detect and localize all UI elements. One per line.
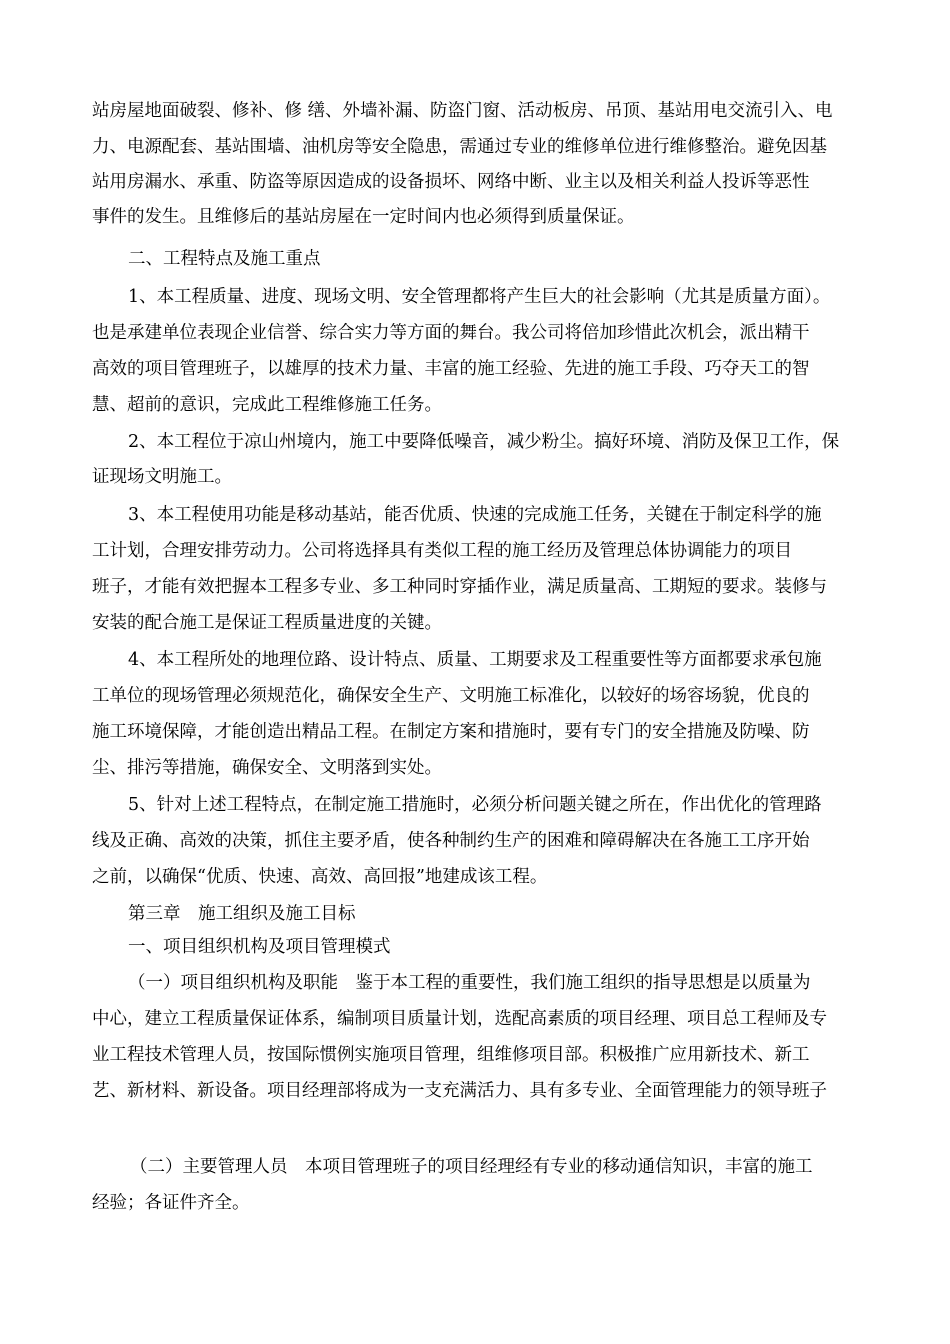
text-line: 工单位的现场管理必须规范化，确保安全生产、文明施工标准化，以较好的场容场貌，优良的 bbox=[92, 686, 810, 706]
text-line: 施工环境保障，才能创造出精品工程。在制定方案和措施时，要有专门的安全措施及防噪、防 bbox=[92, 722, 810, 742]
text-line: 2、本工程位于凉山州境内，施工中要降低噪音，减少粉尘。搞好环境、消防及保卫工作，保 bbox=[128, 432, 840, 452]
text-line: 3、本工程使用功能是移动基站，能否优质、快速的完成施工任务，关键在于制定科学的施 bbox=[128, 505, 822, 525]
section-heading: 一、项目组织机构及项目管理模式 bbox=[128, 937, 391, 957]
text-line: 之前，以确保“优质、快速、高效、高回报”地建成该工程。 bbox=[92, 867, 548, 887]
text-line: 业工程技术管理人员，按国际惯例实施项目管理，组维修项目部。积极推广应用新技术、新工 bbox=[92, 1045, 810, 1065]
text-line: 力、电源配套、基站围墙、油机房等安全隐患，需通过专业的维修单位进行维修整治。避免因基 bbox=[92, 137, 827, 157]
text-line: 证现场文明施工。 bbox=[92, 467, 232, 487]
text-line: 安装的配合施工是保证工程质量进度的关键。 bbox=[92, 613, 442, 633]
text-line: 事件的发生。且维修后的基站房屋在一定时间内也必须得到质量保证。 bbox=[92, 207, 635, 227]
text-line: 线及正确、高效的决策，抓住主要矛盾，使各种制约生产的困难和障碍解决在各施工工序开始 bbox=[92, 831, 810, 851]
chapter-heading: 第三章 施工组织及施工目标 bbox=[128, 904, 356, 924]
text-line: 慧、超前的意识，完成此工程维修施工任务。 bbox=[92, 395, 442, 415]
text-line: 工计划，合理安排劳动力。公司将选择具有类似工程的施工经历及管理总体协调能力的项目 bbox=[92, 541, 792, 561]
text-line: （二）主要管理人员 本项目管理班子的项目经理经有专业的移动通信知识，丰富的施工 bbox=[130, 1157, 813, 1177]
text-line: 高效的项目管理班子，以雄厚的技术力量、丰富的施工经验、先进的施工手段、巧夺天工的智 bbox=[92, 359, 810, 379]
text-line: 5、针对上述工程特点，在制定施工措施时，必须分析问题关键之所在，作出优化的管理路 bbox=[128, 795, 822, 815]
section-heading: 二、工程特点及施工重点 bbox=[128, 249, 321, 269]
text-line: 班子，才能有效把握本工程多专业、多工种同时穿插作业，满足质量高、工期短的要求。装修与 bbox=[92, 577, 827, 597]
text-line: 艺、新材料、新设备。项目经理部将成为一支充满活力、具有多专业、全面管理能力的领导班子 bbox=[92, 1081, 827, 1101]
text-line: 站用房漏水、承重、防盗等原因造成的设备损坏、网络中断、业主以及相关利益人投诉等恶性 bbox=[92, 172, 810, 192]
text-line: 4、本工程所处的地理位路、设计特点、质量、工期要求及工程重要性等方面都要求承包施 bbox=[128, 650, 822, 670]
text-line: 中心，建立工程质量保证体系，编制项目质量计划，选配高素质的项目经理、项目总工程师及专 bbox=[92, 1009, 827, 1029]
text-line: 尘、排污等措施，确保安全、文明落到实处。 bbox=[92, 758, 442, 778]
text-line: 经验；各证件齐全。 bbox=[92, 1193, 250, 1213]
text-line: 站房屋地面破裂、修补、修 缮、外墙补漏、防盗门窗、活动板房、吊顶、基站用电交流引入、电 bbox=[92, 101, 833, 121]
text-line: （一）项目组织机构及职能 鉴于本工程的重要性，我们施工组织的指导思想是以质量为 bbox=[128, 973, 811, 993]
text-line: 1、本工程质量、进度、现场文明、安全管理都将产生巨大的社会影响（尤其是质量方面）。 bbox=[128, 287, 831, 307]
text-line: 也是承建单位表现企业信誉、综合实力等方面的舞台。我公司将倍加珍惜此次机会，派出精干 bbox=[92, 323, 810, 343]
